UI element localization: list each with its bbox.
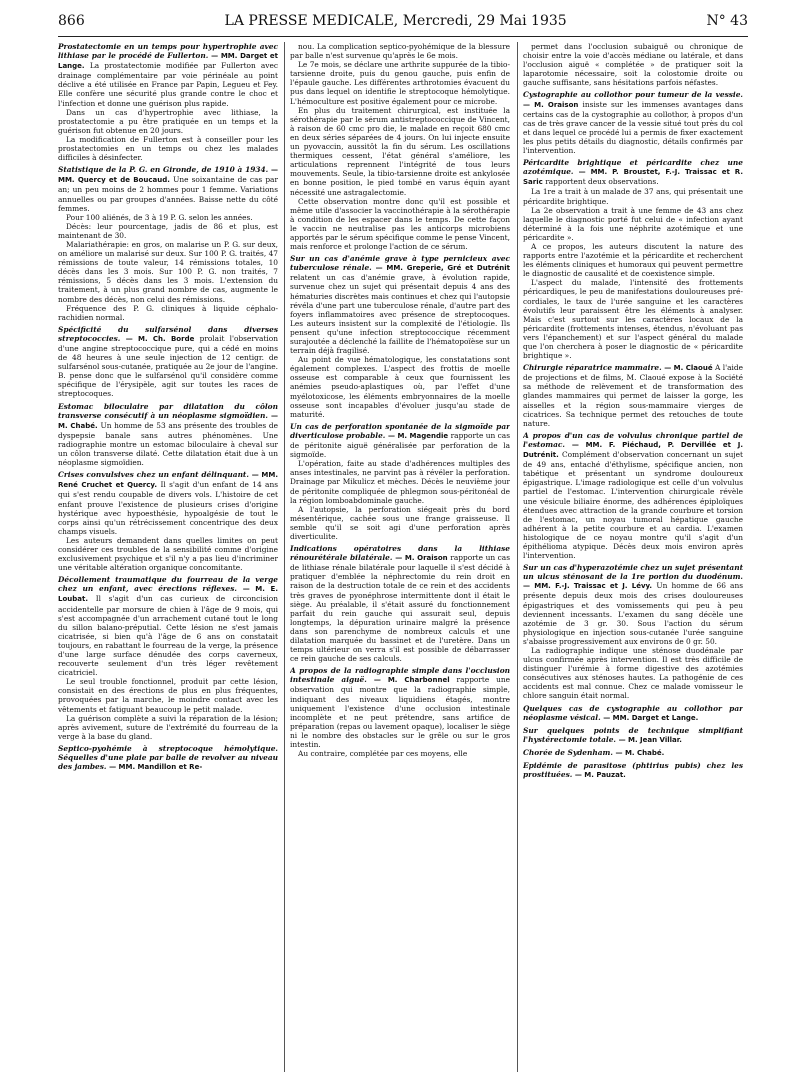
- article-paragraph: En plus du traitement chirurgical, est instituée la sérothérapie par le sérum antistreptococcique de Vincent, à raison de 60 cmc pro die, le malade en reçoit 680 cmc en deux séries séparées de 4 jours. On lui injecte ensuite un pyovaccin, aussitôt la fin du sérum. Les oscillations thermiques cessent, l'état général s'améliore, les articulations reprennent l'intégrité de tous leurs mouvements. Seule, la tibio-tarsienne droite est ankylosée en bonne position, le pied tombé en varus équin ayant nécessité une astragalectomie.: [290, 105, 510, 197]
- paragraph-text: permet dans l'occlusion subaiguë ou chronique de choisir entre la voie d'accès médiane ou latérale, et dans l'occlusion aiguë « complétée » de pratiquer soit la laparotomie nécessaire, soit la colostomie droite ou gauche suffisante, sans hésitations parfois néfastes.: [523, 42, 743, 88]
- article-title: Spécificité du sulfarsénol dans diverses streptococcies.: [58, 324, 278, 343]
- article-authors: — MM. F.-J. Traissac et J. Lévy.: [523, 582, 657, 591]
- paragraph-text: relatent un cas d'anémie grave, à évolution rapide, survenue chez un sujet qui présentait depuis 4 ans des hématuries discrètes mais continues et chez qui l'autopsie révéla d'une part une tuberculose rénale, d'autre part des foyers inflammatoires avec présence de streptocoques. Les auteurs insistent sur la complexité de l'étiologie. Ils pensent qu'une infection streptococcique récemment surajoutée a déclenché la faillite de l'hématopoïèse sur un terrain déjà fragilisé.: [290, 273, 510, 356]
- article: [523, 704, 743, 723]
- article-paragraph: Cette observation montre donc qu'il est possible et même utile d'associer la vaccinothérapie à la sérothérapie à condition de les espacer dans le temps. De cette façon le vaccin ne neutralise pas les anticorps microbiens apportés par le sérum spécifique comme le pense Vincent, mais renforce et prolonge l'action de ce sérum.: [290, 196, 510, 252]
- article-authors: — M. Charbonnel: [373, 676, 457, 685]
- article-paragraph: A ce propos, les auteurs discutent la nature des rapports entre l'azotémie et la péricardite et recherchent les éléments cliniques et humoraux qui peuvent permettre le diagnostic de causalité et de coexistence simple.: [523, 241, 743, 279]
- paragraph-text: Il s'agit d'un enfant de 14 ans qui s'est rendu coupable de divers vols. L'histoire de cet enfant prouve l'existence de plusieurs crises d'origine hystérique avec hypoesthésie, hypoalgésie de tout le corps ainsi qu'un rétrécissement concentrique des deux champs visuels.: [58, 480, 278, 536]
- article-paragraph: La radiographie indique une sténose duodénale par ulcus confirmée après intervention. Il est très difficile de distinguer l'urémie à forme digestive des azotémies consécutives aux sténoses hautes. La pathogénie de ces accidents est mal connue. Chez ce malade vomisseur le chlore sanguin était normal.: [523, 646, 743, 701]
- article-paragraph: [523, 42, 743, 87]
- article: [523, 158, 743, 360]
- article-paragraph: Pour 100 aliénés, de 3 à 19 P. G. selon les années.: [66, 212, 253, 222]
- paragraph-text: Un homme de 66 ans présente depuis deux mois des crises douloureuses épigastriques et des vomissements qui peu à peu deviennent incessants. L'examen du sang décèle une azotémie de 3 gr. 30. Sous l'action du sérum physiologique en injection sous-cutanée l'urée sanguine s'abaisse progressivement aux environs de 0 gr. 50.: [523, 581, 743, 646]
- article-title: Cystographie au collothor pour tumeur de la vessie.: [523, 90, 743, 100]
- article-authors: — M. Magendie: [387, 431, 451, 440]
- article: [290, 544, 510, 663]
- article-authors: — M. Oraison: [395, 554, 451, 563]
- article-paragraph: [523, 431, 743, 560]
- article-authors: — MM. Quercy et de Boucaud.: [58, 166, 278, 185]
- paragraph-text: rapporte un cas de lithiase rénale bilatérale pour laquelle il s'est décidé à pratiquer d'emblée la néphrectomie du rein droit en raison de la destruction totale de ce rein et des accidents très graves de pyonéphrose intermittente dont il était le siège. Au préalable, il s'était assuré du fonctionnement parfait du rein gauche qui assurait seul, depuis longtemps, la dépuration urinaire malgré la présence dans son parenchyme de nombreux calculs et une dilatation marquée du bassinet et de l'uretère. Dans un temps ultérieur on verra s'il est possible de débarrasser ce rein gauche de ses calculs.: [290, 553, 510, 664]
- article-title: Sur un cas d'hyperazotémie chez un sujet présentant un ulcus sténosant de la 1re portion du duodénum.: [523, 563, 743, 582]
- article-paragraph: Au contraire, complétée par ces moyens, elle: [298, 749, 468, 759]
- article: [58, 402, 278, 468]
- article-title: Décollement traumatique du fourreau de la verge chez un enfant, avec érections réflexes.: [58, 575, 278, 594]
- column-2: [290, 42, 510, 1074]
- article-paragraph: Décès: leur pourcentage, jadis de 86 et plus, est maintenant de 30.: [58, 221, 278, 240]
- issue-number: N° 43: [706, 13, 748, 29]
- article-title: Un cas de perforation spontanée de la sigmoïde par diverticulose probable.: [290, 421, 510, 440]
- article-authors: — M. Pauzat.: [574, 771, 626, 780]
- article-title: Sur quelques points de technique simplifiant l'hystérectomie totale.: [523, 725, 743, 744]
- article-paragraph: La 1re a trait à un malade de 37 ans, qui présentait une péricardite brightique.: [523, 187, 743, 206]
- article: [58, 42, 278, 162]
- article-paragraph: [290, 544, 510, 663]
- page-number: 866: [58, 13, 85, 29]
- article-paragraph: Le seul trouble fonctionnel, produit par cette lésion, consistait en des érections de plus en plus fréquentes, provoquées par la marche, le moindre contact avec les vêtements et fatiguant beaucoup le petit malade.: [58, 677, 278, 714]
- paragraph-text: rapportent deux observations.: [545, 177, 659, 187]
- column-divider: [517, 42, 518, 1072]
- article-paragraph: Le 7e mois, se déclare une arthrite suppurée de la tibio-tarsienne droite, puis du genou gauche, puis enfin de l'épaule gauche. Les différentes arthrotomies évacuent du pus dans lequel on identifie le streptocoque hémolytique. L'hémoculture est positive également pour ce microbe.: [290, 60, 510, 106]
- article: [58, 744, 278, 772]
- article-authors: — MM. P. Broustet, F.-J. Traissac et R. Saric: [523, 168, 743, 187]
- article-paragraph: A l'autopsie, la perforation siégeait près du bord mésentérique, cachée sous une frange graisseuse. Il semble qu'il se soit agi d'une perforation après diverticulite.: [290, 504, 510, 541]
- article-paragraph: [290, 254, 510, 355]
- article: [290, 422, 510, 541]
- paragraph-text: La prostatectomie modifiée par Fullerton avec drainage complémentaire par voie périnéale au point déclive a été utilisée en France par Papin, Legueu et Fey. Elle confère une sécurité plus grande contre le choc et l'infection et donne une guérison plus rapide.: [58, 61, 278, 108]
- article-title: Crises convulsives chez un enfant délinquant.: [58, 470, 252, 480]
- article: [290, 254, 510, 419]
- article: [523, 748, 743, 758]
- article-authors: — M. Oraison: [523, 100, 583, 109]
- article-title: Péricardite brightique et péricardite chez une azotémique.: [523, 158, 743, 177]
- column-divider: [284, 42, 285, 1072]
- article-paragraph: [58, 165, 278, 212]
- article-paragraph: [523, 158, 743, 187]
- paragraph-text: rapporte une observation qui montre que la radiographie simple, indiquant des niveaux liquidiens étagés, montre uniquement l'existence d'une occlusion intestinale incomplète et ne peut prétendre, sans artifice de préparation (repas ou lavement opaque), localiser le siège ni le nombre des obstacles sur le grêle ou sur le gros intestin.: [290, 675, 510, 750]
- article: [290, 666, 510, 758]
- column-1: [58, 42, 278, 1074]
- article: [523, 363, 743, 428]
- article-paragraph: [58, 42, 278, 108]
- article-authors: — M. Ch. Borde: [125, 334, 200, 343]
- paragraph-text: Complément d'observation concernant un sujet de 49 ans, entaché d'éthylisme, spécifique ancien, non tabétique et présentant un syndrome douloureux épigastrique. L'image radiologique est celle d'un volvulus partiel de l'estomac. L'intervention chirurgicale révèle une vésicule biliaire énorme, des adhérences épiploïques étendues avec attraction de la grande courbure et torsion de l'estomac, un noyau tumoral hépatique gauche adhérent à la petite courbure et au cardia. L'examen histologique de ce noyau montre qu'il s'agit d'un épithélioma atypique. Décès deux mois environ après l'intervention.: [523, 450, 743, 561]
- article-title: Quelques cas de cystographie au collothor par néoplasme vésical.: [523, 703, 743, 722]
- article-authors: — MM. F. Piéchaud, P. Dervillée et J. Dutrénit.: [523, 440, 743, 460]
- article-paragraph: [523, 90, 743, 155]
- article-authors: — MM. René Cruchet et Quercy.: [58, 471, 278, 490]
- article-title: Chirurgie réparatrice mammaire.: [523, 363, 665, 373]
- article: [58, 575, 278, 741]
- article-authors: — MM. Darget et Lange.: [603, 713, 699, 722]
- article-paragraph: [523, 704, 743, 723]
- article-paragraph: L'opération, faite au stade d'adhérences multiples des anses intestinales, ne parvint pas à révéler la perforation. Drainage par Mikulicz et mèches. Décès le neuvième jour de péritonite compliquée de phlegmon sous-péritonéal de la région lomboabdominale gauche.: [290, 459, 510, 505]
- article-authors: — MM. Greperie, Gré et Dutrénit: [375, 264, 510, 273]
- article-authors: — M. E. Loubat.: [58, 585, 278, 604]
- article-paragraph: [290, 666, 510, 749]
- journal-title: LA PRESSE MEDICALE, Mercredi, 29 Mai 1935: [224, 13, 567, 29]
- article-title: Septico-pyohémie à streptocoque hémolytique. Séquelles d'une plaie par balle de revolver au niveau des jambes.: [58, 743, 278, 772]
- article-authors: — M. Claoué: [664, 364, 716, 373]
- article: [58, 165, 278, 322]
- article: [58, 325, 278, 399]
- paragraph-text: Une soixantaine de cas par an; un peu moins de 2 hommes pour 1 femme. Variations annuelles ou par groupes d'années. Baisse nette du côté femmes.: [58, 175, 278, 213]
- article-paragraph: L'aspect du malade, l'intensité des frottements péricardiques, le peu de manifestations douloureuses pré-cordiales, le taux de l'urée sanguine et les caractères évolutifs leur paraissent être les éléments à analyser. Mais c'est surtout sur les caractères locaux de la péricardite (frottements intenses, étendus, n'évoluant pas vers l'épanchement) et sur l'aspect général du malade que l'on cherchera à poser le diagnostic de « péricardite brightique ».: [523, 278, 743, 361]
- article: [58, 470, 278, 572]
- article-authors: — M. Chabé.: [615, 748, 665, 757]
- column-3: [523, 42, 743, 1074]
- article-authors: — MM. Mandillon et Re-: [109, 763, 203, 772]
- article: [523, 42, 743, 87]
- article-paragraph: [290, 422, 510, 459]
- article-authors: — MM. Darget et Lange.: [58, 52, 278, 71]
- article: [523, 563, 743, 700]
- article: [523, 761, 743, 780]
- article-title: Estomac biloculaire par dilatation du côlon transverse consécutif à un néoplasme sigmoïdien.: [58, 401, 278, 420]
- article: [523, 90, 743, 155]
- article-title: Statistique de la P. G. en Gironde, de 1910 à 1934.: [58, 165, 271, 175]
- paragraph-text: nou. La complication septico-pyohémique de la blessure par balle n'est survenue qu'après le 6e mois.: [290, 42, 510, 61]
- article-paragraph: Fréquence des P. G. cliniques à liquide céphalo-rachidien normal.: [58, 303, 278, 322]
- article-paragraph: Au point de vue hématologique, les constatations sont également complexes. L'aspect des frottis de moelle osseuse est comparable à ceux que fournissent les anémies pseudo-aplastiques où, par l'effet d'une myélotoxicose, les éléments embryonnaires de la moelle osseuse sont incapables d'évoluer jusqu'au stade de maturité.: [290, 355, 510, 419]
- article-paragraph: La guérison complète a suivi la réparation de la lésion; après avivement, suture de l'extrémité du fourreau de la verge à la base du gland.: [58, 713, 278, 741]
- paragraph-text: A l'aide de projections et de films, M. Claoué expose à la Société sa méthode de relèvement et de transformation des glandes mammaires qui permet de laisser la gorge, les aisselles et la région sous-mammaire vierges de cicatrices. Sa technique permet des retouches de toute nature.: [523, 363, 743, 428]
- header-rule: [58, 36, 748, 37]
- article-title: A propos d'un cas de volvulus chronique partiel de l'estomac.: [523, 430, 743, 449]
- article-paragraph: Dans un cas d'hypertrophie avec lithiase, la prostatectomie a pu être pratiquée en un temps et la guérison fut obtenue en 20 jours.: [58, 107, 278, 135]
- article-paragraph: [523, 563, 743, 646]
- article-title: Chorée de Sydenham.: [523, 747, 616, 757]
- article: [523, 431, 743, 560]
- article-title: A propos de la radiographie simple dans l'occlusion intestinale aiguë.: [290, 666, 510, 685]
- article-paragraph: [58, 575, 278, 677]
- article-paragraph: [523, 748, 743, 758]
- article-paragraph: [58, 402, 278, 468]
- article-paragraph: La 2e observation a trait à une femme de 43 ans chez laquelle le diagnostic porté fut celui de « infection ayant déterminé à la fois une néphrite azotémique et une péricardite ».: [523, 205, 743, 242]
- article-paragraph: Malariathérapie: en gros, on malarise un P. G. sur deux, on améliore un malarisé sur deux. Sur 100 P. G. traités, 47 rémissions de toute valeur, 14 rémissions totales, 10 décès dans les 3 mois. Sur 100 P. G. non traités, 7 rémissions, 5 décès dans les 3 mois. L'extension du traitement, à un plus grand nombre de cas, augmente le nombre des décès, non celui des rémissions.: [58, 239, 278, 304]
- article: [523, 726, 743, 745]
- article-paragraph: [58, 325, 278, 399]
- article-title: Sur un cas d'anémie grave à type pernicieux avec tuberculose rénale.: [290, 254, 510, 273]
- article-title: Epidémie de parasitose (phtirius pubis) chez les prostituées.: [523, 761, 743, 780]
- article-paragraph: [523, 726, 743, 745]
- paragraph-text: insiste sur les immenses avantages dans certains cas de la cystographie au collothor, à propos d'un cas de très grave cancer de la vessie situé tout près du col et dans lequel ce procédé lui a permis de fixer exactement les plus petits détails du diagnostic, détails confirmés par l'intervention.: [523, 99, 743, 156]
- article-paragraph: Les auteurs demandent dans quelles limites on peut considérer ces troubles de la sensibilité comme d'origine exclusivement psychique et s'il n'y a pas lieu d'incriminer une véritable altération organique concomitante.: [58, 535, 278, 573]
- paragraph-text: Il s'agit d'un cas curieux de circoncision accidentelle par morsure de chien à l'âge de 9 mois, qui s'est accompagnée d'un arrachement cutané tout le long du sillon balano-préputial. Cette lésion ne s'est jamais cicatrisée, si bien qu'à l'âge de 6 ans on constatait toujours, en rabattant le fourreau de la verge, la présence d'une large surface dénudée des corps caverneux, recouverte seulement d'un très léger revêtement cicatriciel.: [58, 594, 278, 678]
- article-title: Indications opératoires dans la lithiase rénourétérale bilatérale.: [290, 544, 510, 563]
- page-header: [58, 8, 748, 34]
- article-paragraph: [290, 42, 510, 60]
- article-paragraph: [523, 761, 743, 780]
- article-paragraph: [58, 744, 278, 772]
- paragraph-text: prolait l'observation d'une angine streptococcique pure, qui a cédé en moins de 48 heures à une seule injection de 12 centigr. de sulfarsénol sous-cutanée, pratiquée au 2e jour de l'angine. B. pense donc que le sulfarsénol qu'il considère comme spécifique de l'érysipèle, agit sur toutes les races de streptocoques.: [58, 333, 278, 399]
- article: [290, 42, 510, 251]
- article-paragraph: La modification de Fullerton est à conseiller pour les prostatectomies en un temps ou chez les malades difficiles à désinfecter.: [58, 134, 278, 163]
- article-paragraph: [523, 363, 743, 428]
- article-authors: — M. Jean Villar.: [618, 735, 682, 744]
- article-authors: — M. Chabé.: [58, 411, 278, 430]
- paragraph-text: Un homme de 53 ans présente des troubles de dyspepsie banale sans autres phénomènes. Une radiographie montre un estomac biloculaire à cheval sur un côlon transverse dilaté. Cette dilatation était due à un néoplasme sigmoïdien.: [58, 420, 278, 468]
- paragraph-text: rapporte un cas de péritonite aiguë généralisée par perforation de la sigmoïde.: [290, 430, 510, 460]
- article-paragraph: [58, 470, 278, 536]
- article-title: Prostatectomie en un temps pour hypertrophie avec lithiase par le procédé de Fullerton.: [58, 42, 278, 61]
